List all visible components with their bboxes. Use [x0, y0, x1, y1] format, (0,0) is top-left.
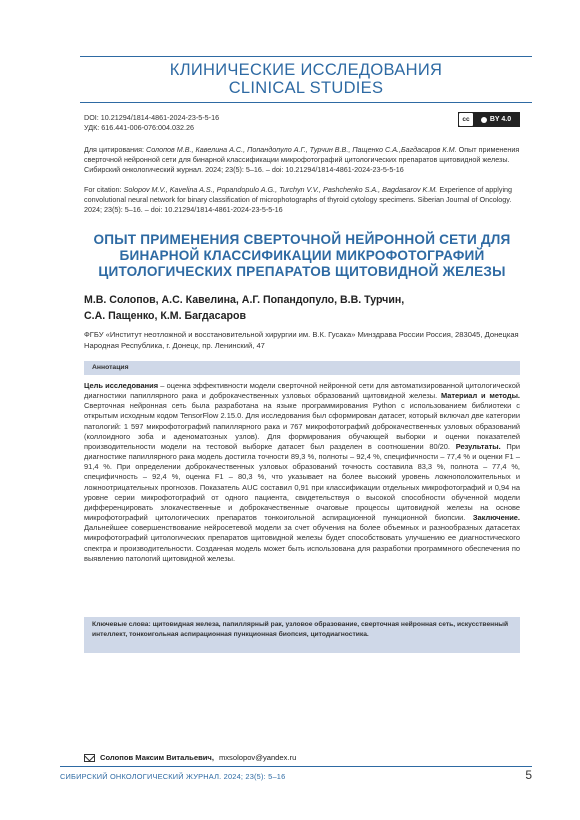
mail-icon — [84, 754, 95, 762]
authors-line-1: М.В. Солопов, А.С. Кавелина, А.Г. Попандопуло, В.В. Турчин, — [84, 294, 405, 306]
header-bottom-rule — [80, 102, 532, 103]
journal-footer: СИБИРСКИЙ ОНКОЛОГИЧЕСКИЙ ЖУРНАЛ. 2024; 23(5): 5–16 — [60, 772, 286, 781]
methods-text: Сверточная нейронная сеть была разработана на языке программирования Python с использованием библиотеки с открытым исходным кодом TensorFlow 2.15.0. Для исследования был сформирован датасет, который включал две категории патологий: 1 597 микрофотографий папиллярного рака и 767 микрофотографий доброкачественных узловых образований (коллоидного зоба и аденоматозных узлов). Для формирования обучающей выборки и оценки показателей производительности модели на тестовой выборке датасет был разделен в соотношении 80/20. — [84, 401, 520, 451]
section-title-en: CLINICAL STUDIES — [228, 79, 384, 97]
doi[interactable]: DOI: 10.21294/1814-4861-2024-23-5-5-16 — [84, 113, 220, 122]
license-label — [473, 116, 519, 123]
conclusion-text: Дальнейшее совершенствование нейросетевой модели за счет обучения на более объемных и разнообразных датасетах микрофотографий цитологических препаратов щитовидной железы будет способствовать улучшению ее диагностического спектра и производительности. Созданная модель может быть использована для разработки программного обеспечения по выявлению патологий щитовидной железы. — [84, 523, 520, 563]
results-label: Результаты. — [455, 441, 501, 451]
conclusion-label: Заключение. — [472, 513, 520, 523]
citation-en-text: Experience of applying convolutional neural network for binary classification of microphotographs of thyroid cytology specimens. Siberian Journal of Oncology. 2024; 23(5): 5–16. – doi: 10.21294/1814-4861-2024-23-5-5-16 — [84, 185, 513, 215]
corresponding-email[interactable]: mxsolopov@yandex.ru — [218, 753, 297, 762]
article-title: ОПЫТ ПРИМЕНЕНИЯ СВЕРТОЧНОЙ НЕЙРОННОЙ СЕТИ ДЛЯ БИНАРНОЙ КЛАССИФИКАЦИИ МИКРОФОТОГРАФИЙ ЦИТОЛОГИЧЕСКИХ ПРЕПАРАТОВ ЩИТОВИДНОЙ ЖЕЛЕЗЫ — [93, 232, 511, 279]
methods-label: Материал и методы. — [440, 391, 520, 401]
keywords-box: Ключевые слова: щитовидная железа, папиллярный рак, узловое образование, сверточная нейронная сеть, искусственный интеллект, тонкоигольная аспирационная пункционная биопсия, цитодиагностика. — [84, 617, 520, 653]
aim-text: – оценка эффективности модели сверточной нейронной сети для автоматизированной цитологической диагностики папиллярного рака и доброкачественных узловых образований щитовидной железы. — [84, 381, 520, 401]
abstract-header: Аннотация — [84, 361, 520, 375]
citation-en — [84, 185, 520, 216]
person-icon — [481, 117, 487, 123]
aim-label: Цель исследования — [84, 381, 159, 390]
citation-ru-authors: Солопов М.В., Кавелина А.С., Попандопуло А.Г., Турчин В.В., Пащенко С.А.,Багдасаров К.М. — [146, 145, 457, 154]
section-title-ru: КЛИНИЧЕСКИЕ ИССЛЕДОВАНИЯ — [169, 61, 443, 79]
citation-en-label: For citation: — [84, 185, 122, 194]
abstract-body — [84, 381, 520, 564]
citation-ru-text: Опыт применения сверточной нейронной сети для бинарной классификации микрофотографий цитологических препаратов щитовидной железы. Сибирский онкологический журнал. 2024; 23(5): 5–16. – doi: 10.21294/1814-4861-2024-23-5-5-16 — [84, 145, 520, 175]
doi-block — [84, 113, 219, 133]
citation-en-authors: Solopov M.V., Kavelina A.S., Popandopulo A.G., Turchyn V.V., Pashchenko S.A., Bagdasarov K.M. — [123, 185, 438, 194]
citation-ru-label: Для цитирования: — [84, 145, 144, 154]
results-text: При диагностике папиллярного рака модель достигла точности 89,3 %, полноты – 92,4 %, специфичности – 77,4 % и оценки F1 – 91,4 %. При определении доброкачественных узловых образований точность составила 83,3 %, полнота – 77,4 %, специфичность – 92,4 %, оценка F1 – 80,3 %, что указывает на более высокий уровень ложноположительных и ложноотрицательных прогнозов. Показатель AUC составил 0,91 при классификации отдельных микрофотографий и 0,94 на уровне серии микрофотографий от одного пациента, свидетельствуя о высокой способности обученной модели дифференцировать злокачественные и доброкачественные очаговые процессы щитовидной железы на основе микрофотографий цитологических препаратов тонкоигольной аспирационной пункционной биопсии. — [84, 441, 520, 523]
page-number: 5 — [525, 768, 532, 782]
corresponding-author: Солопов Максим Витальевич, — [100, 753, 214, 762]
udk: УДК: 616.441-006-076:004.032.26 — [84, 123, 195, 132]
license-text: BY 4.0 — [489, 116, 512, 123]
article-authors — [84, 293, 520, 324]
authors-line-2: С.А. Пащенко, К.М. Багдасаров — [84, 309, 247, 322]
footer-rule — [60, 766, 532, 767]
citation-ru — [84, 145, 520, 176]
header-top-rule — [80, 56, 532, 57]
correspondence — [84, 753, 296, 762]
affiliation: ФГБУ «Институт неотложной и восстановительной хирургии им. В.К. Гусака» Минздрава России Россия, 283045, Донецкая Народная Республика, г. Донецк, пр. Ленинский, 47 — [84, 330, 519, 350]
cc-license-badge[interactable] — [458, 112, 520, 127]
cc-icon: cc — [459, 113, 473, 126]
